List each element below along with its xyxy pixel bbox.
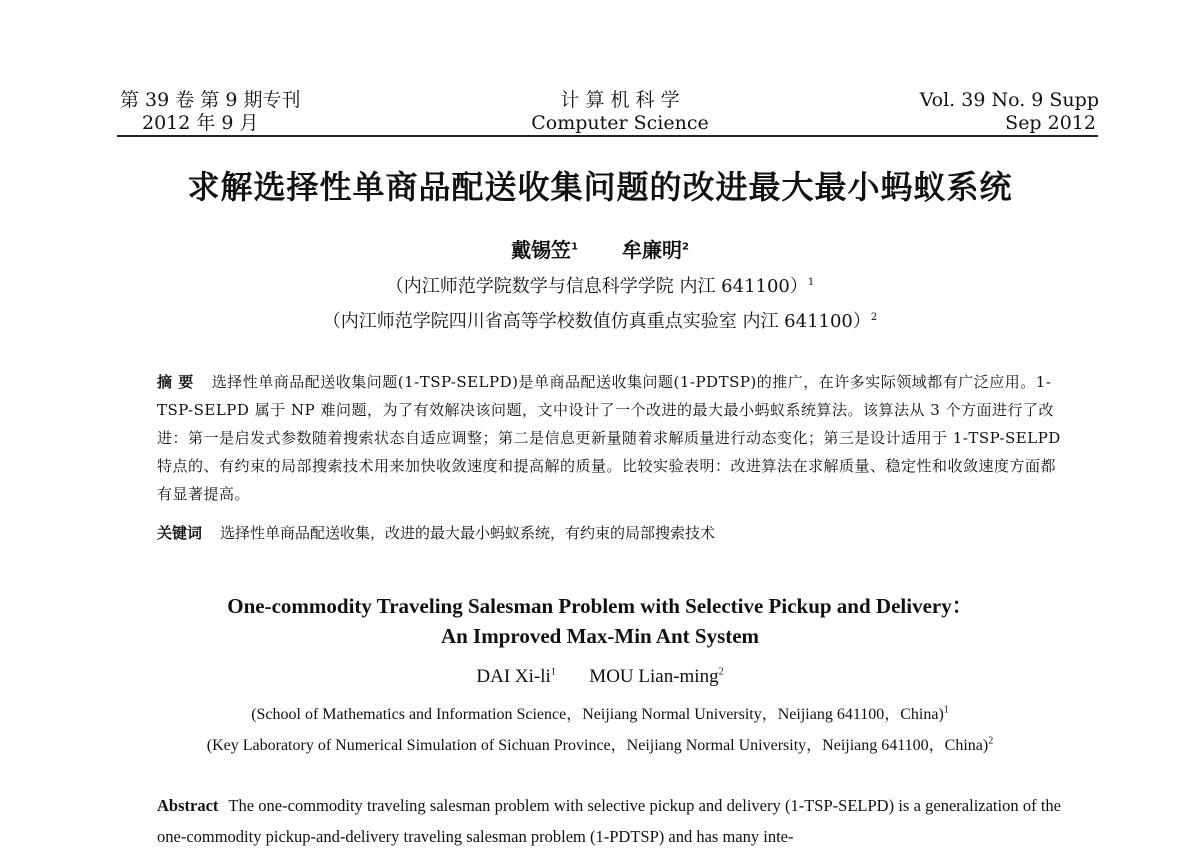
title-en-line-2: An Improved Max-Min Ant System (440, 624, 760, 648)
author-sup: 2 (718, 666, 724, 678)
abstract-en-label: Abstract (157, 796, 219, 815)
affiliation-sup: 2 (870, 312, 878, 323)
header-volume-line: 第 39 卷 第 9 期专刊 (120, 89, 301, 111)
affiliation-cn-2 (0, 307, 1200, 333)
author-name: 戴锡笠 (511, 238, 572, 262)
header-rule (117, 135, 1098, 137)
keywords-cn-text: 选择性单商品配送收集，改进的最大最小蚂蚁系统，有约束的局部搜索技术 (220, 524, 716, 542)
affiliation-text: (Key Laboratory of Numerical Simulation of Sichuan Province，Neijiang Normal University，Neijiang 641100，China) (206, 737, 989, 754)
title-cn: 求解选择性单商品配送收集问题的改进最大最小蚂蚁系统 (187, 168, 1013, 206)
header-issue-line: Vol. 39 No. 9 Supp (919, 89, 1099, 111)
abstract-cn-label: 摘 要 (157, 373, 194, 391)
author-sup: 1 (550, 666, 556, 678)
keywords-cn-label: 关键词 (157, 524, 203, 542)
affiliation-cn-1 (0, 272, 1200, 298)
affiliation-text: （内江师范学院四川省高等学校数值仿真重点实验室 内江 641100） (322, 311, 871, 332)
affiliation-en-2 (0, 732, 1200, 755)
header-journal-cn: 计 算 机 科 学 (560, 89, 680, 111)
abstract-cn (157, 368, 1061, 508)
abstract-en-text: The one-commodity traveling salesman problem with selective pickup and delivery (1-TSP-SELPD) is a generalization of the one-commodity pickup-and-delivery traveling salesman problem (1-PDTSP) and has many inte- (157, 796, 1061, 846)
affiliation-text: (School of Mathematics and Information Science，Neijiang Normal University，Neijiang 641100，China) (251, 706, 944, 723)
authors-cn (0, 234, 1200, 263)
author-name: DAI Xi-li (476, 666, 551, 687)
author-sup: 1 (571, 241, 579, 253)
header-issue (839, 89, 1099, 135)
title-en-line-1: One-commodity Traveling Salesman Problem with Selective Pickup and Delivery： (227, 594, 973, 618)
affiliation-text: （内江师范学院数学与信息科学学院 内江 641100） (385, 276, 808, 297)
header-date-line: 2012 年 9 月 (142, 112, 259, 134)
header-journal (500, 89, 740, 135)
header-volume (120, 89, 360, 135)
author-name: MOU Lian-ming (589, 666, 719, 687)
affiliation-sup: 2 (988, 735, 994, 747)
author-sup: 2 (681, 241, 689, 253)
affiliation-sup: 1 (943, 704, 949, 716)
affiliation-sup: 1 (807, 277, 815, 288)
authors-en (0, 666, 1200, 688)
keywords-cn (157, 522, 715, 543)
header-journal-en: Computer Science (531, 112, 709, 134)
abstract-cn-text: 选择性单商品配送收集问题(1-TSP-SELPD)是单商品配送收集问题(1-PDTSP)的推广，在许多实际领域都有广泛应用。1-TSP-SELPD 属于 NP 难问题，为了有效解决该问题，文中设计了一个改进的最大最小蚂蚁系统算法。该算法从 3 个方面进行了改进：第一是启发式参数随着搜索状态自适应调整；第二是信息更新量随着求解质量进行动态变化；第三是设计适用于 1-TSP-SELPD 特点的、有约束的局部搜索技术用来加快收敛速度和提高解的质量。比较实验表明：改进算法在求解质量、稳定性和收敛速度方面都有显著提高。 (157, 373, 1061, 503)
affiliation-en-1 (0, 701, 1200, 724)
header-issue-date: Sep 2012 (1005, 112, 1096, 134)
abstract-en (157, 790, 1061, 852)
author-name: 牟廉明 (621, 238, 682, 262)
